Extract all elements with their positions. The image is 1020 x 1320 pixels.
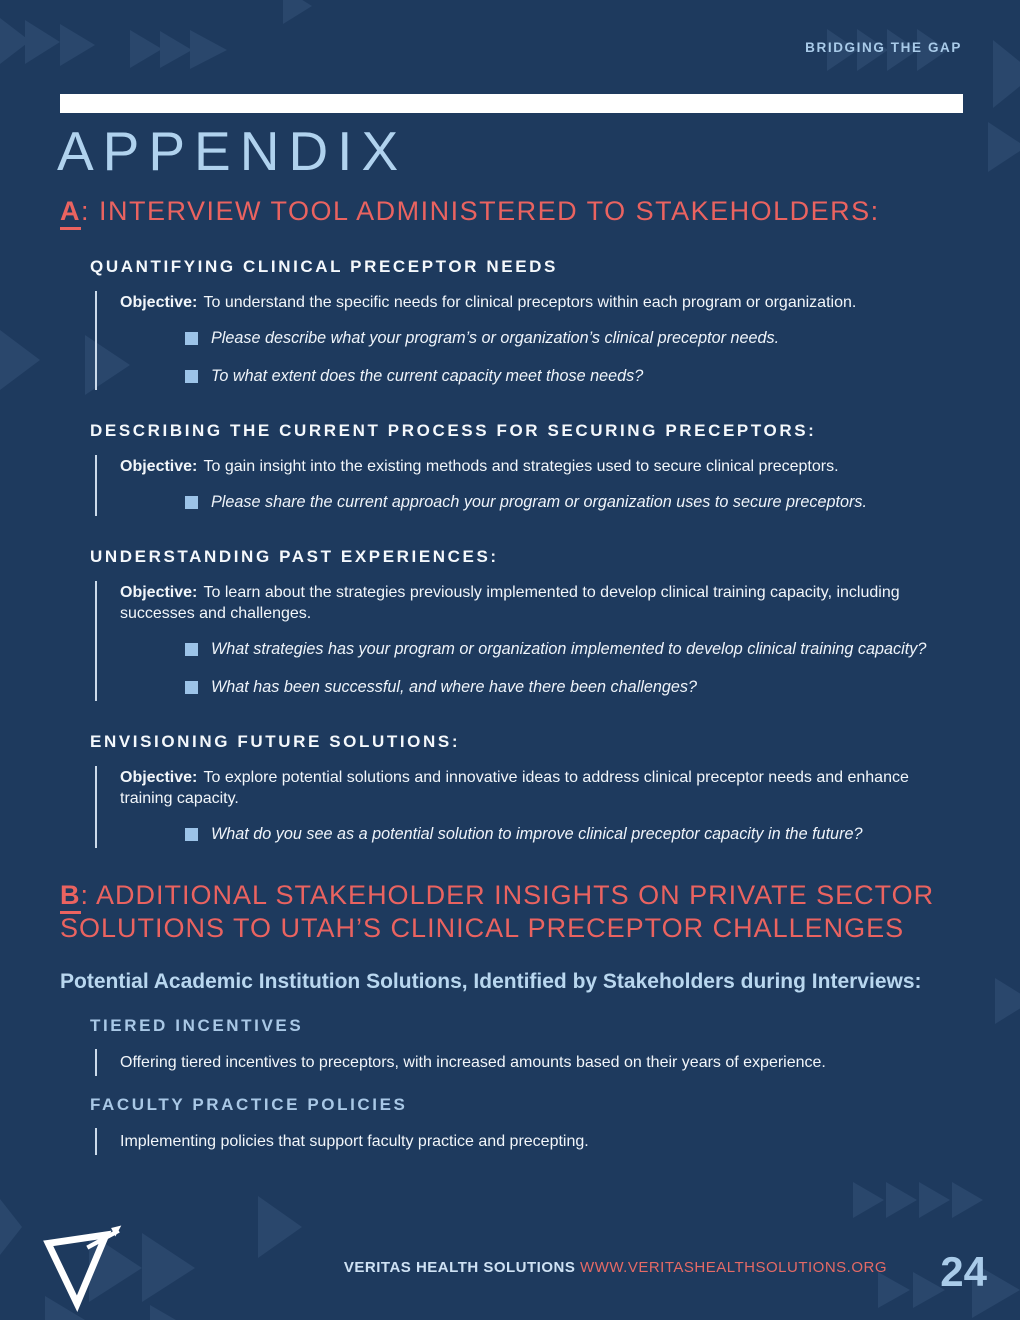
veritas-logo-icon bbox=[38, 1222, 123, 1314]
running-header: BRIDGING THE GAP bbox=[805, 40, 962, 55]
objective-paragraph bbox=[120, 582, 965, 624]
main-body bbox=[60, 196, 965, 1174]
subsection-future-solutions bbox=[90, 732, 965, 848]
page-number: 24 bbox=[940, 1248, 987, 1295]
section-b-items bbox=[90, 1016, 965, 1155]
objective-label: Objective: bbox=[120, 769, 198, 786]
bullet-item bbox=[185, 492, 950, 513]
objective-paragraph bbox=[120, 456, 965, 477]
subsection-heading: QUANTIFYING CLINICAL PRECEPTOR NEEDS bbox=[90, 257, 558, 276]
subsection-heading: ENVISIONING FUTURE SOLUTIONS: bbox=[90, 732, 461, 751]
objective-text: To explore potential solutions and innovative ideas to address clinical preceptor needs and enhance training capacity. bbox=[120, 769, 909, 807]
objective-block bbox=[95, 581, 965, 701]
subsection-past-experiences bbox=[90, 547, 965, 701]
section-b-letter: B bbox=[60, 880, 81, 914]
section-a-title bbox=[60, 196, 965, 227]
objective-block bbox=[95, 291, 965, 390]
subsection-heading: DESCRIBING THE CURRENT PROCESS FOR SECURING PRECEPTORS: bbox=[90, 421, 817, 440]
footer-brand: VERITAS HEALTH SOLUTIONS bbox=[343, 1259, 576, 1276]
page-title: APPENDIX bbox=[57, 120, 408, 182]
objective-text: To gain insight into the existing methods and strategies used to secure clinical preceptors. bbox=[203, 458, 839, 475]
bullet-item bbox=[185, 639, 950, 660]
bullet-square-icon bbox=[185, 681, 198, 694]
objective-paragraph bbox=[120, 292, 965, 313]
objective-label: Objective: bbox=[120, 584, 198, 601]
objective-block bbox=[95, 455, 965, 516]
bullet-text: What strategies has your program or organization implemented to develop clinical training capacity? bbox=[211, 640, 927, 658]
section-a-title-text: : INTERVIEW TOOL ADMINISTERED TO STAKEHOLDERS: bbox=[81, 196, 880, 226]
bullet-square-icon bbox=[185, 370, 198, 383]
objective-block bbox=[95, 766, 965, 848]
bullet-square-icon bbox=[185, 828, 198, 841]
subsection-current-process bbox=[90, 421, 965, 516]
b-item-text: Implementing policies that support faculty practice and precepting. bbox=[95, 1128, 950, 1155]
objective-label: Objective: bbox=[120, 294, 198, 311]
title-divider-bar bbox=[60, 94, 963, 113]
b-item-text: Offering tiered incentives to preceptors, with increased amounts based on their years of experience. bbox=[95, 1049, 950, 1076]
objective-paragraph bbox=[120, 767, 965, 809]
objective-text: To understand the specific needs for clinical preceptors within each program or organization. bbox=[203, 294, 857, 311]
footer-text bbox=[344, 1259, 887, 1276]
footer-url-link[interactable]: WWW.VERITASHEALTHSOLUTIONS.ORG bbox=[580, 1259, 887, 1276]
b-item-heading: FACULTY PRACTICE POLICIES bbox=[90, 1095, 408, 1114]
bullet-text: What has been successful, and where have there been challenges? bbox=[211, 678, 697, 696]
bullet-square-icon bbox=[185, 332, 198, 345]
bullet-item bbox=[185, 824, 950, 845]
section-a-subsections bbox=[90, 257, 965, 848]
section-b-title-text: : ADDITIONAL STAKEHOLDER INSIGHTS ON PRIVATE SECTOR SOLUTIONS TO UTAH’S CLINICAL PRECEPTOR CHALLENGES bbox=[60, 880, 935, 943]
section-a-letter: A bbox=[60, 196, 81, 230]
objective-text: To learn about the strategies previously implemented to develop clinical training capacity, including successes and challenges. bbox=[120, 584, 900, 622]
subsection-quantifying-needs bbox=[90, 257, 965, 390]
b-item-tiered-incentives bbox=[90, 1016, 965, 1076]
bullet-text: To what extent does the current capacity meet those needs? bbox=[211, 367, 644, 385]
section-b-subtitle: Potential Academic Institution Solutions, Identified by Stakeholders during Interviews: bbox=[60, 970, 922, 993]
bullet-text: What do you see as a potential solution to improve clinical preceptor capacity in the future? bbox=[211, 825, 863, 843]
bullet-text: Please describe what your program’s or organization’s clinical preceptor needs. bbox=[211, 329, 780, 347]
bullet-item bbox=[185, 366, 950, 387]
bullet-item bbox=[185, 677, 950, 698]
b-item-faculty-practice bbox=[90, 1095, 965, 1155]
bullet-item bbox=[185, 328, 950, 349]
objective-label: Objective: bbox=[120, 458, 198, 475]
bullet-square-icon bbox=[185, 643, 198, 656]
subsection-heading: UNDERSTANDING PAST EXPERIENCES: bbox=[90, 547, 499, 566]
section-b-title bbox=[60, 879, 950, 945]
b-item-heading: TIERED INCENTIVES bbox=[90, 1016, 304, 1035]
bullet-text: Please share the current approach your program or organization uses to secure preceptors. bbox=[211, 493, 867, 511]
bullet-square-icon bbox=[185, 496, 198, 509]
